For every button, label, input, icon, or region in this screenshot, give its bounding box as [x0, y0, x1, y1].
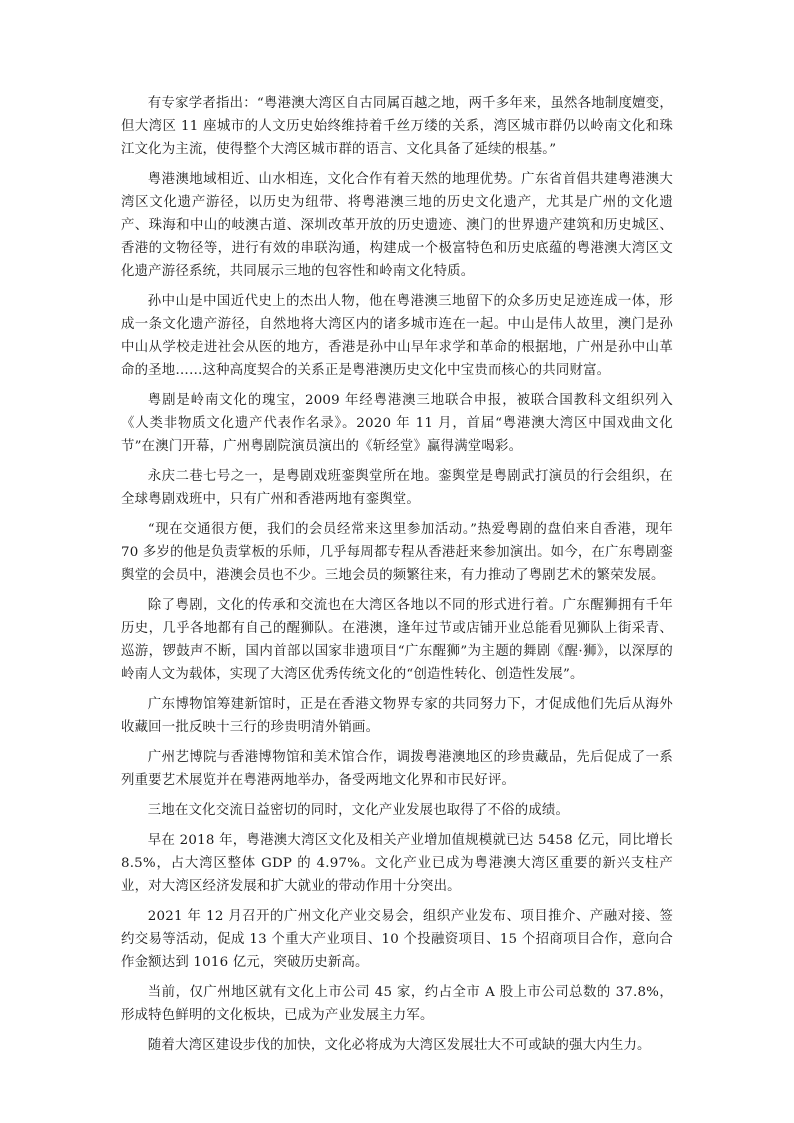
paragraph: “现在交通很方便，我们的会员经常来这里参加活动。”热爱粤剧的盘伯来自香港，现年 70 多岁的他是负责掌板的乐师，几乎每周都专程从香港赶来参加演出。如今，在广东粤剧銮舆堂的会员中，港澳会员也不少。三地会员的频繁往来，有力推动了粤剧艺术的繁荣发展。: [121, 522, 673, 583]
paragraph: 除了粤剧，文化的传承和交流也在大湾区各地以不同的形式进行着。广东醒狮拥有千年历史，几乎各地都有自己的醒狮队。在港澳，逢年过节或店铺开业总能看见狮队上街采青、巡游，锣鼓声不断，国内首部以国家非遗项目“广东醒狮”为主题的舞剧《醒·狮》，以深厚的岭南人文为载体，实现了大湾区优秀传统文化的“创造性转化、创造性发展”。: [121, 598, 673, 682]
paragraph: 孙中山是中国近代史上的杰出人物，他在粤港澳三地留下的众多历史足迹连成一体，形成一条文化遗产游径，自然地将大湾区内的诸多城市连在一起。中山是伟人故里，澳门是孙中山从学校走进社会从医的地方，香港是孙中山早年求学和革命的根据地，广州是孙中山革命的圣地……这种高度契合的关系正是粤港澳历史文化中宝贵而核心的共同财富。: [121, 294, 673, 378]
paragraph: 随着大湾区建设步伐的加快，文化必将成为大湾区发展壮大不可或缺的强大内生力。: [147, 1038, 651, 1053]
paragraph: 早在 2018 年，粤港澳大湾区文化及相关产业增加值规模就已达 5458 亿元，同比增长 8.5%，占大湾区整体 GDP 的 4.97%。文化产业已成为粤港澳大湾区重要的新兴支柱产业，对大湾区经济发展和扩大就业的带动作用十分突出。: [121, 833, 673, 894]
paragraph: 当前，仅广州地区就有文化上市公司 45 家，约占全市 A 股上市公司总数的 37.8%，形成特色鲜明的文化板块，已成为产业发展主力军。: [121, 985, 674, 1023]
paragraph: 三地在文化交流日益密切的同时，文化产业发展也取得了不俗的成绩。: [147, 803, 570, 818]
paragraph: 粤剧是岭南文化的瑰宝，2009 年经粤港澳三地联合申报，被联合国教科文组织列入《人类非物质文化遗产代表作名录》。2020 年 11 月，首届“粤港澳大湾区中国戏曲文化节”在澳门开幕，广州粤剧院演员演出的《斩经堂》赢得满堂喝彩。: [121, 393, 673, 454]
paragraph: 2021 年 12 月召开的广州文化产业交易会，组织产业发布、项目推介、产融对接、签约交易等活动，促成 13 个重大产业项目、10 个投融资项目、15 个招商项目合作，意向合作金额达到 1016 亿元，突破历史新高。: [121, 909, 673, 970]
paragraph: 永庆二巷七号之一，是粤剧戏班銮舆堂所在地。銮舆堂是粤剧武打演员的行会组织，在全球粤剧戏班中，只有广州和香港两地有銮舆堂。: [121, 469, 673, 507]
paragraph: 广州艺博院与香港博物馆和美术馆合作，调拨粤港澳地区的珍贵藏品，先后促成了一系列重要艺术展览并在粤港两地举办，备受两地文化界和市民好评。: [121, 750, 673, 788]
paragraph: 有专家学者指出：“粤港澳大湾区自古同属百越之地，两千多年来，虽然各地制度嬗变，但大湾区 11 座城市的人文历史始终维持着千丝万缕的关系，湾区城市群仍以岭南文化和珠江文化为主流，使得整个大湾区城市群的语言、文化具备了延续的根基。”: [121, 96, 673, 157]
document-page: [121, 92, 673, 1064]
paragraph: 广东博物馆筹建新馆时，正是在香港文物界专家的共同努力下，才促成他们先后从海外收藏回一批反映十三行的珍贵明清外销画。: [121, 697, 673, 735]
paragraph: 粤港澳地域相近、山水相连，文化合作有着天然的地理优势。广东省首倡共建粤港澳大湾区文化遗产游径，以历史为纽带、将粤港澳三地的历史文化遗产，尤其是广州的文化遗产、珠海和中山的岐澳古道、深圳改革开放的历史遗迹、澳门的世界遗产建筑和历史城区、香港的文物径等，进行有效的串联沟通，构建成一个极富特色和历史底蕴的粤港澳大湾区文化遗产游径系统，共同展示三地的包容性和岭南文化特质。: [121, 172, 673, 279]
